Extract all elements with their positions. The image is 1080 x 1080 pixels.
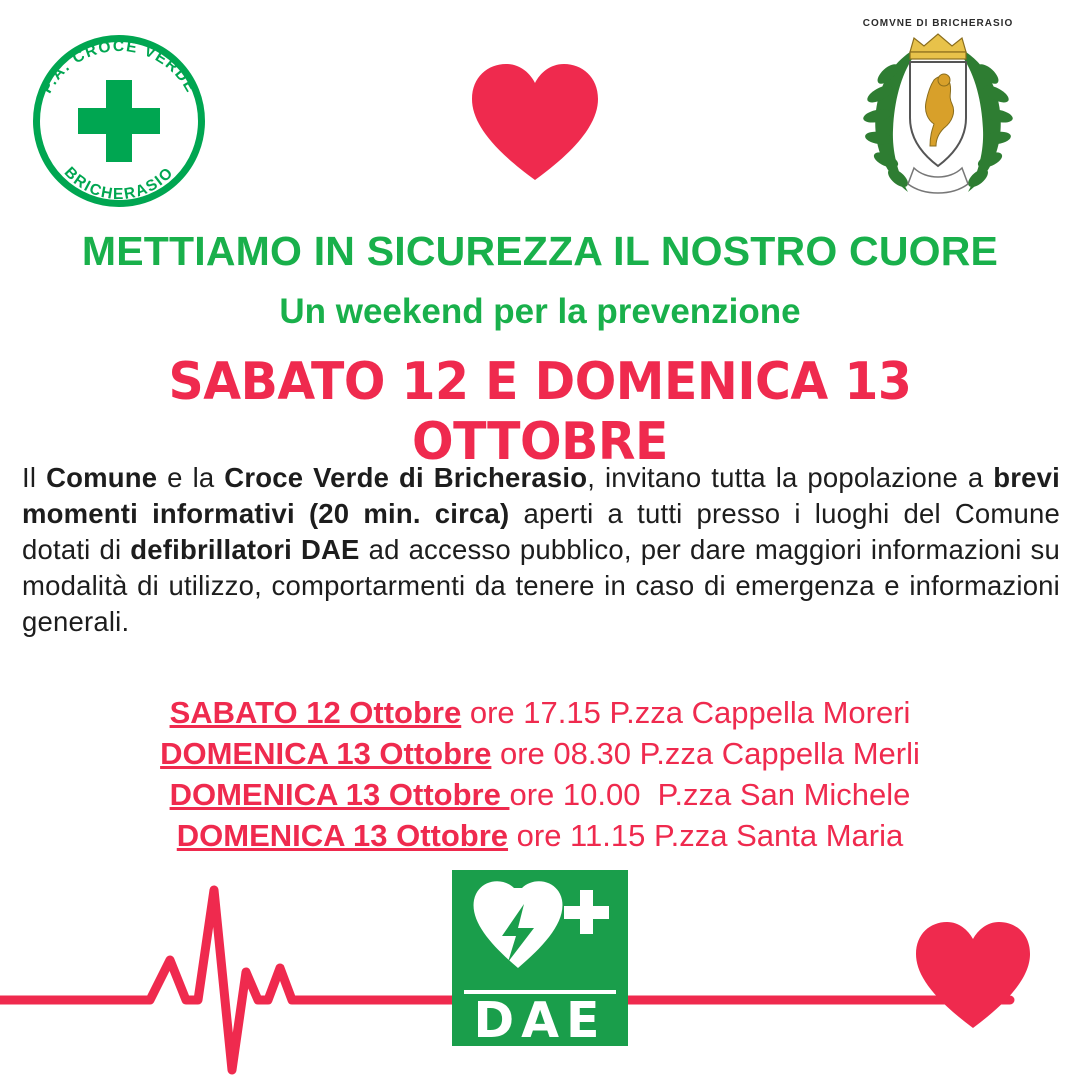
croce-verde-bottom-text: BRICHERASIO [60, 163, 178, 203]
schedule-item [0, 733, 1080, 774]
schedule-item [0, 774, 1080, 815]
body-text-4: aperti a tutti presso i luoghi del Comune dotati di [22, 498, 1061, 565]
body-bold-dae: defibrillatori DAE [130, 534, 360, 565]
green-cross-icon [78, 80, 160, 162]
schedule-item-date: DOMENICA 13 Ottobre [176, 818, 509, 853]
croce-verde-logo [26, 28, 212, 214]
croce-verde-top-text: P.A. CROCE VERDE [38, 37, 200, 97]
schedule-item-details: ore 10.00 P.zza San Michele [509, 777, 911, 812]
schedule-item [0, 815, 1080, 856]
municipal-crest-icon [848, 18, 1028, 208]
event-dates-heading: SABATO 12 E DOMENICA 13 OTTOBRE [168, 352, 912, 472]
logo-row [0, 0, 1080, 215]
schedule-item-details: ore 11.15 P.zza Santa Maria [508, 818, 904, 853]
body-bold-croceverde: Croce Verde di Bricherasio [224, 462, 588, 493]
comune-crest [848, 18, 1028, 208]
body-paragraph [22, 460, 1060, 640]
heart-icon [470, 62, 600, 182]
schedule-list [0, 692, 1080, 856]
dae-sign [452, 870, 628, 1049]
body-text-3: , invitano tutta la popolazione a [587, 462, 994, 493]
schedule-item-date: DOMENICA 13 Ottobre [160, 736, 492, 771]
dae-label: DAE [473, 992, 607, 1049]
schedule-item-date: DOMENICA 13 Ottobre [169, 777, 510, 812]
heart-icon [914, 920, 1032, 1030]
body-text-1: Il [22, 462, 47, 493]
page-title: METTIAMO IN SICUREZZA IL NOSTRO CUORE [81, 228, 999, 274]
schedule-item-date: SABATO 12 Ottobre [169, 695, 462, 730]
schedule-item-details: ore 08.30 P.zza Cappella Merli [491, 736, 920, 771]
body-text-5: ad accesso pubblico, per dare maggiori informazioni su modalità di utilizzo, comportarmenti da tenere in caso di emergenza e informazioni generali. [22, 534, 1060, 637]
page-subtitle: Un weekend per la prevenzione [279, 292, 801, 331]
body-bold-comune: Comune [46, 462, 158, 493]
body-text-2: e la [157, 462, 225, 493]
footer-band [0, 860, 1080, 1080]
comune-crest-title: COMVNE DI BRICHERASIO [862, 18, 1014, 29]
schedule-item-details: ore 17.15 P.zza Cappella Moreri [461, 695, 911, 730]
schedule-item [0, 692, 1080, 733]
defibrillator-icon [452, 870, 628, 990]
body-bold-momenti: brevi momenti informativi (20 min. circa) [22, 462, 1060, 529]
